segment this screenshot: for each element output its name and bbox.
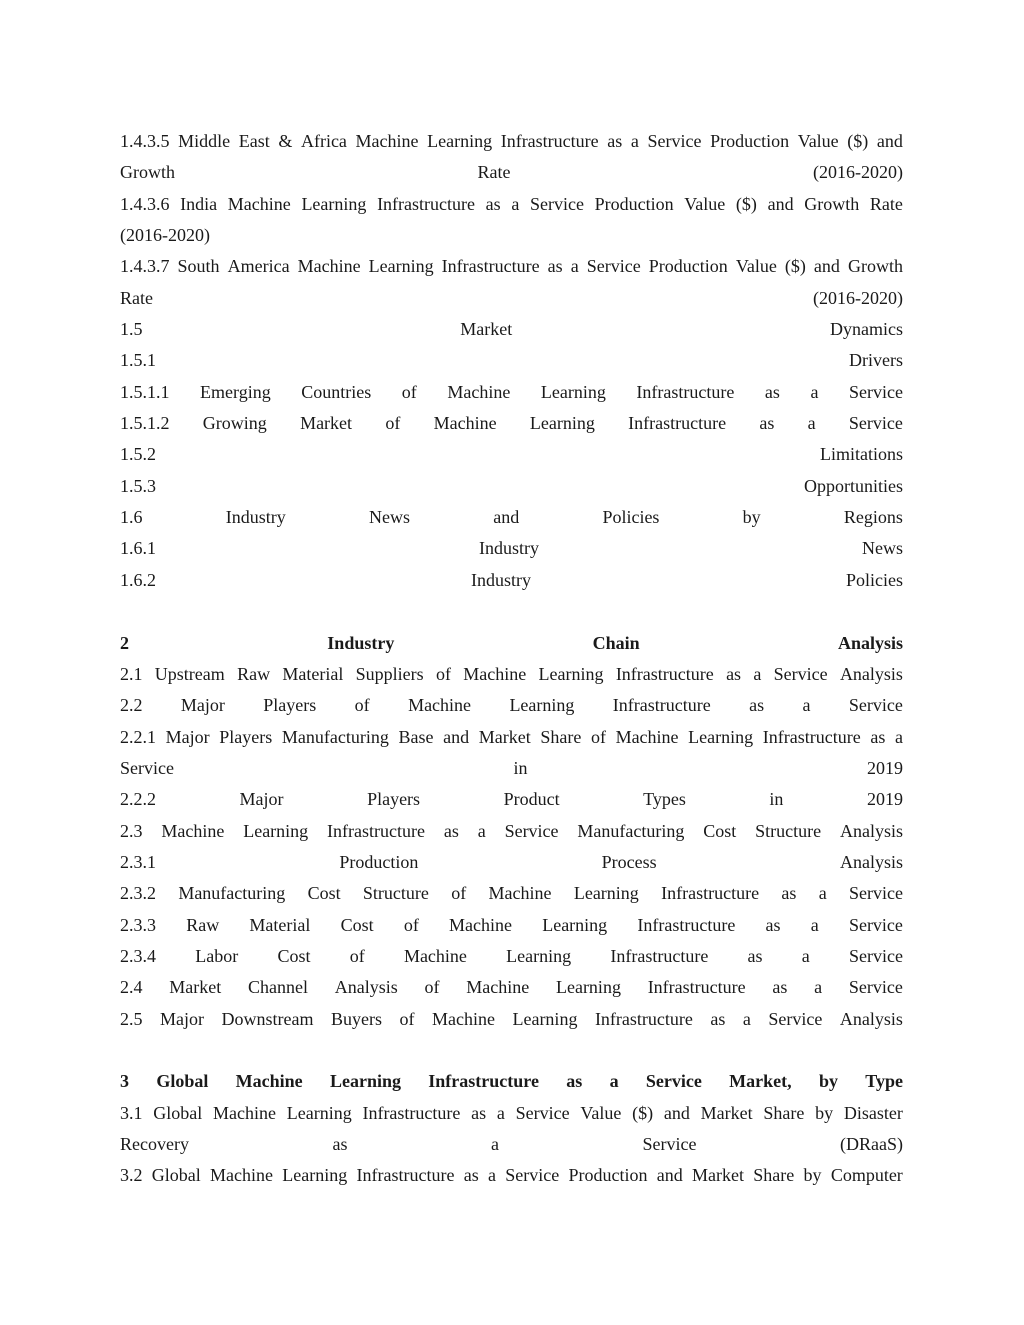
word: of bbox=[435, 663, 451, 684]
word: 1.6.1 bbox=[120, 538, 156, 559]
word: 3.2 bbox=[120, 1165, 143, 1186]
word: Structure bbox=[755, 820, 822, 841]
word: Buyers bbox=[330, 1008, 382, 1029]
word: Production bbox=[568, 1165, 648, 1186]
word: Policies bbox=[602, 507, 660, 528]
word: Market bbox=[460, 319, 513, 340]
word: Service bbox=[848, 914, 903, 935]
word: Machine bbox=[466, 977, 530, 998]
word: Structure bbox=[362, 883, 429, 904]
word: ($) bbox=[847, 131, 869, 151]
word: Regions bbox=[843, 507, 903, 528]
word: Growth bbox=[120, 162, 175, 183]
word: Service bbox=[849, 945, 903, 966]
word: Learning bbox=[529, 413, 595, 434]
toc-line bbox=[120, 878, 903, 909]
word: a bbox=[802, 695, 811, 716]
word: Service bbox=[647, 131, 702, 151]
word: 1.5.1.2 bbox=[120, 413, 170, 434]
word: Limitations bbox=[820, 444, 903, 465]
word: Upstream bbox=[154, 663, 225, 684]
word: Infrastructure bbox=[615, 663, 714, 684]
word: and bbox=[493, 507, 520, 528]
word: Production bbox=[710, 131, 790, 151]
word: Material bbox=[249, 914, 311, 935]
word: Value bbox=[797, 131, 839, 151]
word: as bbox=[749, 695, 765, 716]
word: Recovery bbox=[120, 1134, 189, 1154]
word: a bbox=[807, 413, 816, 434]
word: Learning bbox=[509, 695, 575, 716]
toc-line bbox=[120, 533, 903, 564]
toc-line bbox=[120, 816, 903, 847]
word: 1.6.2 bbox=[120, 569, 156, 590]
word: Learning bbox=[243, 820, 309, 841]
word: and bbox=[876, 131, 903, 151]
word: Types bbox=[643, 789, 686, 810]
word: Market bbox=[169, 977, 222, 998]
word: 2.4 bbox=[120, 977, 143, 998]
word: Machine bbox=[161, 820, 225, 841]
word: Service bbox=[529, 193, 584, 214]
word: Service bbox=[848, 977, 903, 998]
toc-line bbox=[120, 314, 903, 345]
toc-line bbox=[120, 1004, 903, 1035]
word: as bbox=[781, 883, 797, 904]
word: Infrastructure bbox=[441, 256, 540, 277]
word: America bbox=[227, 256, 290, 277]
word: ($) bbox=[632, 1102, 654, 1123]
word: 2019 bbox=[867, 757, 903, 778]
word: Industry bbox=[225, 507, 286, 528]
toc-line bbox=[120, 408, 903, 439]
word: 1.5.3 bbox=[120, 475, 156, 496]
word: 2 bbox=[120, 632, 129, 653]
word: & bbox=[278, 131, 293, 151]
word: 1.4.3.7 bbox=[120, 256, 170, 277]
word: a bbox=[742, 1008, 751, 1029]
word: Infrastructure bbox=[612, 695, 711, 716]
word: Share bbox=[540, 726, 582, 747]
word: (DRaaS) bbox=[840, 1134, 903, 1154]
word: Learning bbox=[540, 381, 606, 402]
word: Growth bbox=[804, 193, 860, 214]
word: Service bbox=[505, 1165, 560, 1186]
word: as bbox=[463, 1165, 479, 1186]
word: Service bbox=[773, 663, 828, 684]
word: a bbox=[814, 977, 823, 998]
word: Analysis bbox=[837, 632, 903, 653]
word: Infrastructure bbox=[636, 381, 735, 402]
word: Service bbox=[848, 695, 903, 716]
word: a bbox=[496, 1102, 505, 1123]
word: 1.5.2 bbox=[120, 444, 156, 465]
toc-line bbox=[120, 941, 903, 972]
word: Suppliers bbox=[355, 663, 424, 684]
word: Analysis bbox=[839, 851, 903, 872]
word: as bbox=[772, 977, 788, 998]
word: Market bbox=[700, 1102, 753, 1123]
word: Disaster bbox=[843, 1102, 903, 1123]
word: Dynamics bbox=[830, 319, 903, 340]
word: Machine bbox=[463, 663, 527, 684]
word: 1.6 bbox=[120, 507, 143, 528]
word: Analysis bbox=[839, 820, 903, 841]
word: 2.1 bbox=[120, 663, 143, 684]
word: of bbox=[451, 883, 467, 904]
word: Machine bbox=[447, 381, 511, 402]
word: ($) bbox=[735, 193, 757, 214]
toc-line bbox=[120, 690, 903, 721]
word: Process bbox=[601, 851, 657, 872]
word: of bbox=[385, 413, 401, 434]
word: Players bbox=[263, 695, 317, 716]
word: Machine bbox=[449, 914, 512, 935]
word: of bbox=[403, 914, 419, 935]
word: in bbox=[769, 789, 784, 810]
word: a bbox=[801, 945, 810, 966]
word: Infrastructure bbox=[428, 1071, 539, 1092]
word: Drivers bbox=[849, 350, 903, 371]
word: a bbox=[810, 381, 819, 402]
word: Infrastructure bbox=[762, 726, 861, 747]
word: ($) bbox=[784, 256, 806, 277]
word: (2016-2020) bbox=[120, 225, 210, 246]
word: by bbox=[818, 1071, 838, 1092]
word: 2019 bbox=[866, 789, 903, 810]
word: as bbox=[547, 256, 563, 277]
word: Learning bbox=[506, 945, 572, 966]
word: Service bbox=[120, 757, 174, 778]
word: a bbox=[477, 820, 486, 841]
word: Growing bbox=[202, 413, 267, 434]
word: Industry bbox=[471, 569, 531, 590]
word: Learning bbox=[282, 1165, 348, 1186]
word: Industry bbox=[479, 538, 539, 559]
word: Infrastructure bbox=[356, 1165, 455, 1186]
word: Cost bbox=[340, 914, 374, 935]
word: Major bbox=[180, 695, 225, 716]
word: Service bbox=[768, 1008, 823, 1029]
word: Manufacturing bbox=[577, 820, 685, 841]
word: in bbox=[513, 757, 528, 778]
word: by bbox=[742, 507, 761, 528]
word: a bbox=[491, 1134, 499, 1154]
word: as bbox=[443, 820, 459, 841]
toc-line bbox=[120, 126, 903, 157]
word: as bbox=[566, 1071, 583, 1092]
section-heading bbox=[120, 628, 903, 659]
word: Machine bbox=[355, 131, 419, 151]
word: Machine bbox=[433, 413, 497, 434]
word: Major bbox=[160, 1008, 204, 1029]
word: a bbox=[511, 193, 520, 214]
word: Machine bbox=[297, 256, 361, 277]
word: and bbox=[767, 193, 794, 214]
word: Infrastructure bbox=[377, 193, 476, 214]
word: a bbox=[753, 663, 762, 684]
blank-line bbox=[120, 596, 903, 627]
word: Machine bbox=[213, 1102, 276, 1123]
word: a bbox=[630, 131, 639, 151]
word: Production bbox=[339, 851, 419, 872]
word: Industry bbox=[327, 632, 395, 653]
word: Global bbox=[156, 1071, 209, 1092]
word: Labor bbox=[195, 945, 239, 966]
word: of bbox=[399, 1008, 415, 1029]
toc-line bbox=[120, 910, 903, 941]
word: Learning bbox=[555, 977, 621, 998]
word: Infrastructure bbox=[647, 977, 746, 998]
word: and bbox=[813, 256, 840, 277]
word: Market, bbox=[729, 1071, 792, 1092]
toc-line bbox=[120, 345, 903, 376]
word: 1.5 bbox=[120, 319, 143, 340]
word: Value bbox=[735, 256, 777, 277]
word: 2.2 bbox=[120, 695, 143, 716]
word: Service bbox=[586, 256, 641, 277]
word: Policies bbox=[846, 569, 903, 590]
blank-line bbox=[120, 1035, 903, 1066]
word: Raw bbox=[237, 663, 271, 684]
word: 3.1 bbox=[120, 1102, 143, 1123]
word: Learning bbox=[301, 193, 367, 214]
word: (2016-2020) bbox=[813, 162, 903, 183]
toc-line bbox=[120, 847, 903, 878]
word: Service bbox=[645, 1071, 702, 1092]
word: and bbox=[656, 1165, 683, 1186]
word: Share bbox=[753, 1165, 795, 1186]
word: Service bbox=[848, 413, 903, 434]
toc-line bbox=[120, 251, 903, 282]
word: 2.3.3 bbox=[120, 914, 156, 935]
word: Computer bbox=[830, 1165, 903, 1186]
word: Players bbox=[367, 789, 421, 810]
word: of bbox=[590, 726, 606, 747]
word: Rate bbox=[869, 193, 903, 214]
toc-line bbox=[120, 1129, 903, 1160]
word: 2.2.1 bbox=[120, 726, 156, 747]
word: Chain bbox=[592, 632, 640, 653]
word: 2.2.2 bbox=[120, 789, 156, 810]
word: East bbox=[238, 131, 270, 151]
word: Service bbox=[848, 381, 903, 402]
section-heading bbox=[120, 1066, 903, 1097]
word: India bbox=[180, 193, 218, 214]
toc-line bbox=[120, 502, 903, 533]
word: Material bbox=[282, 663, 344, 684]
word: of bbox=[354, 695, 370, 716]
word: Value bbox=[580, 1102, 622, 1123]
toc-line bbox=[120, 283, 903, 314]
word: Machine bbox=[615, 726, 679, 747]
word: as bbox=[747, 945, 763, 966]
word: Machine bbox=[210, 1165, 274, 1186]
word: Learning bbox=[427, 131, 493, 151]
word: Infrastructure bbox=[327, 820, 425, 841]
word: South bbox=[177, 256, 220, 277]
word: and bbox=[443, 726, 470, 747]
word: Learning bbox=[573, 883, 639, 904]
word: Cost bbox=[277, 945, 311, 966]
word: as bbox=[765, 914, 781, 935]
word: Analysis bbox=[334, 977, 398, 998]
toc-line bbox=[120, 1160, 903, 1191]
word: Learning bbox=[512, 1008, 578, 1029]
word: Machine bbox=[235, 1071, 303, 1092]
toc-line bbox=[120, 722, 903, 753]
word: 1.4.3.6 bbox=[120, 193, 170, 214]
word: Base bbox=[398, 726, 434, 747]
word: 2.3.1 bbox=[120, 851, 156, 872]
word: Major bbox=[239, 789, 284, 810]
word: 1.5.1.1 bbox=[120, 381, 170, 402]
word: Service bbox=[849, 883, 903, 904]
word: Cost bbox=[307, 883, 341, 904]
word: Market bbox=[300, 413, 353, 434]
word: Infrastructure bbox=[661, 883, 760, 904]
word: Opportunities bbox=[804, 475, 903, 496]
word: Share bbox=[763, 1102, 805, 1123]
word: Growth bbox=[847, 256, 903, 277]
word: News bbox=[368, 507, 410, 528]
word: Rate bbox=[120, 287, 153, 308]
word: Rate bbox=[477, 162, 511, 183]
word: Global bbox=[153, 1102, 203, 1123]
word: 2.3 bbox=[120, 820, 143, 841]
word: 1.5.1 bbox=[120, 350, 156, 371]
toc-line bbox=[120, 220, 903, 251]
word: Infrastructure bbox=[628, 413, 727, 434]
word: by bbox=[803, 1165, 822, 1186]
word: Countries bbox=[301, 381, 372, 402]
word: Machine bbox=[227, 193, 291, 214]
word: a bbox=[810, 914, 819, 935]
word: Players bbox=[219, 726, 273, 747]
word: Machine bbox=[403, 945, 467, 966]
document-page bbox=[120, 126, 903, 1192]
word: Channel bbox=[247, 977, 308, 998]
word: a bbox=[818, 883, 827, 904]
word: Infrastructure bbox=[500, 131, 599, 151]
toc-line bbox=[120, 784, 903, 815]
word: as bbox=[332, 1134, 348, 1154]
word: of bbox=[349, 945, 365, 966]
toc-line bbox=[120, 753, 903, 784]
word: Machine bbox=[408, 695, 472, 716]
toc-line bbox=[120, 189, 903, 220]
word: Type bbox=[865, 1071, 903, 1092]
word: a bbox=[609, 1071, 619, 1092]
word: Learning bbox=[368, 256, 434, 277]
word: of bbox=[401, 381, 417, 402]
word: Learning bbox=[286, 1102, 352, 1123]
word: Product bbox=[503, 789, 560, 810]
toc-line bbox=[120, 1098, 903, 1129]
word: News bbox=[862, 538, 903, 559]
word: and bbox=[663, 1102, 690, 1123]
word: as bbox=[471, 1102, 487, 1123]
word: Production bbox=[594, 193, 674, 214]
word: as bbox=[764, 381, 780, 402]
word: 2.3.4 bbox=[120, 945, 156, 966]
word: 2.3.2 bbox=[120, 883, 156, 904]
word: 2.5 bbox=[120, 1008, 143, 1029]
word: Manufacturing bbox=[178, 883, 286, 904]
word: Global bbox=[151, 1165, 201, 1186]
word: as bbox=[759, 413, 775, 434]
word: Infrastructure bbox=[637, 914, 736, 935]
word: Analysis bbox=[839, 1008, 903, 1029]
word: Infrastructure bbox=[610, 945, 709, 966]
word: Learning bbox=[329, 1071, 401, 1092]
word: Downstream bbox=[221, 1008, 314, 1029]
word: Service bbox=[504, 820, 559, 841]
word: Raw bbox=[186, 914, 220, 935]
word: Cost bbox=[703, 820, 737, 841]
word: Middle bbox=[178, 131, 231, 151]
word: Learning bbox=[688, 726, 754, 747]
toc-line bbox=[120, 972, 903, 1003]
word: Market bbox=[478, 726, 531, 747]
word: of bbox=[424, 977, 440, 998]
word: Africa bbox=[300, 131, 347, 151]
word: as bbox=[607, 131, 623, 151]
word: Service bbox=[515, 1102, 570, 1123]
word: a bbox=[488, 1165, 496, 1186]
word: Production bbox=[648, 256, 728, 277]
toc-line bbox=[120, 471, 903, 502]
word: Market bbox=[692, 1165, 745, 1186]
word: Manufacturing bbox=[281, 726, 389, 747]
word: Analysis bbox=[839, 663, 903, 684]
word: Machine bbox=[431, 1008, 495, 1029]
word: Major bbox=[165, 726, 210, 747]
word: Learning bbox=[542, 914, 608, 935]
word: Value bbox=[684, 193, 726, 214]
word: by bbox=[815, 1102, 834, 1123]
toc-line bbox=[120, 659, 903, 690]
word: as bbox=[485, 193, 501, 214]
word: (2016-2020) bbox=[813, 287, 903, 308]
word: Infrastructure bbox=[362, 1102, 461, 1123]
word: a bbox=[894, 726, 903, 747]
word: Learning bbox=[538, 663, 604, 684]
word: Infrastructure bbox=[594, 1008, 693, 1029]
toc-line bbox=[120, 565, 903, 596]
word: Machine bbox=[488, 883, 552, 904]
toc-line bbox=[120, 157, 903, 188]
word: 3 bbox=[120, 1071, 129, 1092]
word: a bbox=[570, 256, 579, 277]
word: 1.4.3.5 bbox=[120, 131, 170, 151]
word: as bbox=[726, 663, 742, 684]
word: Emerging bbox=[200, 381, 271, 402]
word: Service bbox=[642, 1134, 697, 1154]
toc-line bbox=[120, 439, 903, 470]
word: as bbox=[870, 726, 886, 747]
word: as bbox=[710, 1008, 726, 1029]
toc-line bbox=[120, 377, 903, 408]
